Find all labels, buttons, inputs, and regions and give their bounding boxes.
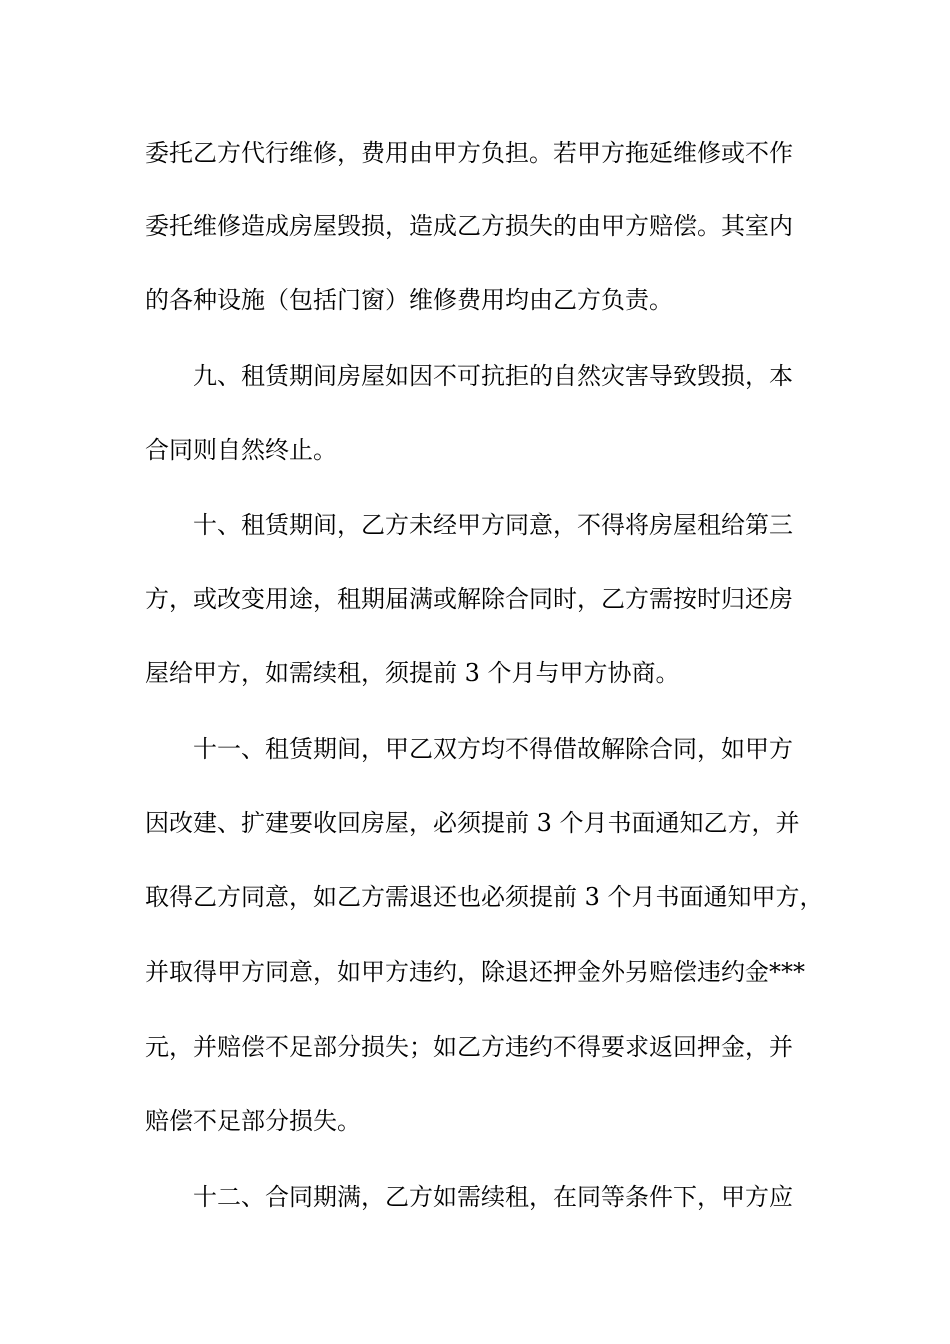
- text-line-13: 元，并赔偿不足部分损失；如乙方违约不得要求返回押金，并: [145, 1033, 793, 1061]
- text-line-5: 合同则自然终止。: [145, 436, 337, 464]
- text-line-15-clause-12: 十二、合同期满，乙方如需续租，在同等条件下，甲方应: [193, 1183, 793, 1211]
- text-line-4-clause-9: 九、租赁期间房屋如因不可抗拒的自然灾害导致毁损，本: [193, 362, 793, 390]
- text-line-10: 因改建、扩建要收回房屋，必须提前 3 个月书面通知乙方，并: [145, 809, 800, 837]
- text-line-12: 并取得甲方同意，如甲方违约，除退还押金外另赔偿违约金***: [145, 958, 805, 986]
- text-line-3: 的各种设施（包括门窗）维修费用均由乙方负责。: [145, 286, 673, 314]
- text-line-7: 方，或改变用途，租期届满或解除合同时，乙方需按时归还房: [145, 585, 793, 613]
- text-line-14: 赔偿不足部分损失。: [145, 1107, 361, 1135]
- text-line-11: 取得乙方同意，如乙方需退还也必须提前 3 个月书面通知甲方，: [145, 883, 824, 911]
- text-line-8: 屋给甲方，如需续租，须提前 3 个月与甲方协商。: [145, 659, 680, 687]
- text-line-1: 委托乙方代行维修，费用由甲方负担。若甲方拖延维修或不作: [145, 139, 793, 167]
- text-line-6-clause-10: 十、租赁期间，乙方未经甲方同意，不得将房屋租给第三: [193, 511, 793, 539]
- text-line-2: 委托维修造成房屋毁损，造成乙方损失的由甲方赔偿。其室内: [145, 212, 793, 240]
- text-line-9-clause-11: 十一、租赁期间，甲乙双方均不得借故解除合同，如甲方: [193, 735, 793, 763]
